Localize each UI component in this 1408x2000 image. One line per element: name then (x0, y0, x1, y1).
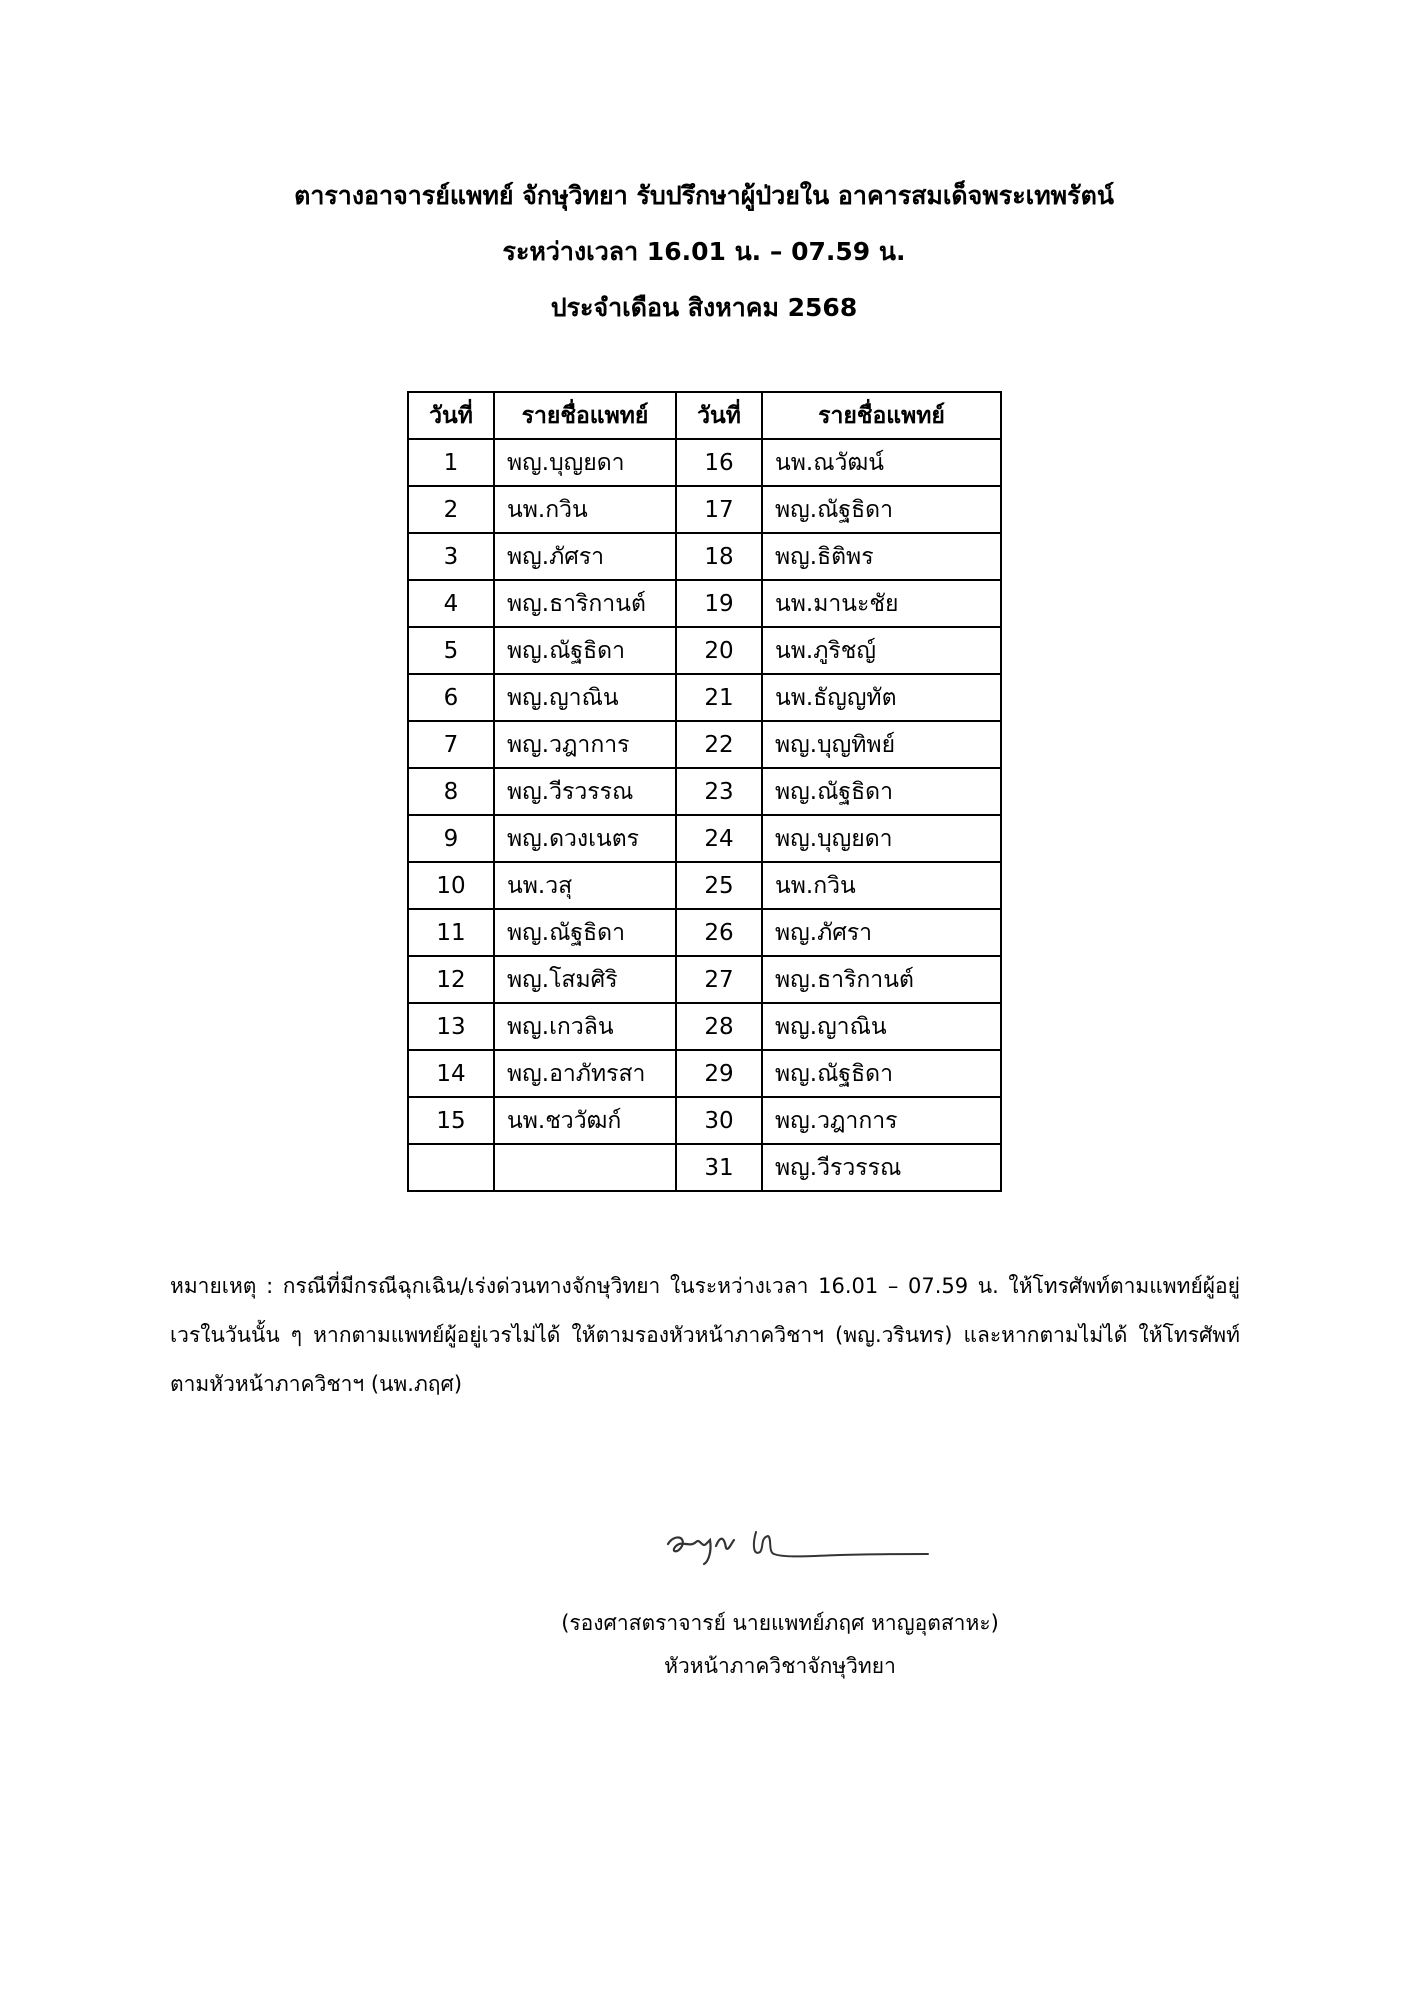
doctor-cell: พญ.ธิติพร (762, 533, 1001, 580)
table-row (408, 486, 1001, 533)
date-cell: 17 (676, 486, 762, 533)
date-cell: 30 (676, 1097, 762, 1144)
document-title (0, 168, 1408, 336)
table-row (408, 533, 1001, 580)
date-cell: 16 (676, 439, 762, 486)
table-row (408, 1144, 1001, 1191)
date-cell: 6 (408, 674, 494, 721)
note-label: หมายเหตุ : (170, 1274, 274, 1298)
doctor-cell: พญ.วีรวรรณ (762, 1144, 1001, 1191)
date-cell: 15 (408, 1097, 494, 1144)
doctor-cell: พญ.บุญยดา (494, 439, 676, 486)
doctor-cell: พญ.ณัฐธิดา (762, 768, 1001, 815)
date-cell: 23 (676, 768, 762, 815)
table-row (408, 956, 1001, 1003)
table-row (408, 768, 1001, 815)
date-cell: 2 (408, 486, 494, 533)
date-cell (408, 1144, 494, 1191)
date-cell: 5 (408, 627, 494, 674)
doctor-cell: พญ.บุญยดา (762, 815, 1001, 862)
title-line-3: ประจำเดือน สิงหาคม 2568 (550, 293, 858, 322)
doctor-cell: นพ.ณวัฒน์ (762, 439, 1001, 486)
doctor-cell: นพ.ชววัฒก์ (494, 1097, 676, 1144)
doctor-cell: พญ.ดวงเนตร (494, 815, 676, 862)
doctor-cell: พญ.วฎาการ (494, 721, 676, 768)
date-cell: 1 (408, 439, 494, 486)
table-row (408, 721, 1001, 768)
date-cell: 4 (408, 580, 494, 627)
date-cell: 11 (408, 909, 494, 956)
title-line-1: ตารางอาจารย์แพทย์ จักษุวิทยา รับปรึกษาผู้ป่วยใน อาคารสมเด็จพระเทพรัตน์ (294, 181, 1114, 210)
signer-name: (รองศาสตราจารย์ นายแพทย์ภฤศ หาญอุตสาหะ) (561, 1611, 999, 1635)
date-cell: 9 (408, 815, 494, 862)
table-row (408, 862, 1001, 909)
doctor-cell: นพ.วสุ (494, 862, 676, 909)
doctor-cell: พญ.ญาณิน (762, 1003, 1001, 1050)
doctor-cell: นพ.มานะชัย (762, 580, 1001, 627)
doctor-cell: พญ.ณัฐธิดา (762, 1050, 1001, 1097)
doctor-cell: พญ.วีรวรรณ (494, 768, 676, 815)
doctor-cell (494, 1144, 676, 1191)
date-cell: 28 (676, 1003, 762, 1050)
table-row (408, 439, 1001, 486)
doctor-cell: พญ.เกวลิน (494, 1003, 676, 1050)
header-date-1: วันที่ (408, 392, 494, 439)
signature-image (660, 1522, 940, 1572)
table-row (408, 815, 1001, 862)
doctor-cell: นพ.กวิน (494, 486, 676, 533)
date-cell: 22 (676, 721, 762, 768)
note-paragraph (170, 1262, 1240, 1409)
date-cell: 24 (676, 815, 762, 862)
date-cell: 26 (676, 909, 762, 956)
date-cell: 10 (408, 862, 494, 909)
doctor-cell: พญ.ธาริกานต์ (762, 956, 1001, 1003)
doctor-cell: พญ.ธาริกานต์ (494, 580, 676, 627)
title-line-2: ระหว่างเวลา 16.01 น. – 07.59 น. (502, 237, 906, 266)
doctor-cell: พญ.ณัฐธิดา (494, 909, 676, 956)
doctor-cell: นพ.ภูริชญ์ (762, 627, 1001, 674)
table-row (408, 674, 1001, 721)
doctor-cell: นพ.กวิน (762, 862, 1001, 909)
doctor-cell: พญ.ณัฐธิดา (494, 627, 676, 674)
date-cell: 13 (408, 1003, 494, 1050)
doctor-cell: พญ.ณัฐธิดา (762, 486, 1001, 533)
date-cell: 27 (676, 956, 762, 1003)
roster-body (408, 439, 1001, 1191)
date-cell: 20 (676, 627, 762, 674)
doctor-cell: พญ.อาภัทรสา (494, 1050, 676, 1097)
table-row (408, 1003, 1001, 1050)
date-cell: 31 (676, 1144, 762, 1191)
signer-position: หัวหน้าภาควิชาจักษุวิทยา (664, 1654, 896, 1678)
table-row (408, 1050, 1001, 1097)
date-cell: 19 (676, 580, 762, 627)
date-cell: 18 (676, 533, 762, 580)
header-doctor-2: รายชื่อแพทย์ (762, 392, 1001, 439)
date-cell: 8 (408, 768, 494, 815)
table-row (408, 1097, 1001, 1144)
date-cell: 25 (676, 862, 762, 909)
doctor-cell: พญ.ญาณิน (494, 674, 676, 721)
doctor-cell: พญ.โสมศิริ (494, 956, 676, 1003)
doctor-cell: นพ.ธัญญทัต (762, 674, 1001, 721)
date-cell: 21 (676, 674, 762, 721)
table-header-row (408, 392, 1001, 439)
date-cell: 7 (408, 721, 494, 768)
note-text: กรณีที่มีกรณีฉุกเฉิน/เร่งด่วนทางจักษุวิทยา ในระหว่างเวลา 16.01 – 07.59 น. ให้โทรศัพท์ตามแพทย์ผู้อยู่เวรในวันนั้น ๆ หากตามแพทย์ผู้อยู่เวรไม่ได้ ให้ตามรองหัวหน้าภาควิชาฯ (พญ.วรินทร) และหากตามไม่ได้ ให้โทรศัพท์ตามหัวหน้าภาควิชาฯ (นพ.ภฤศ) (170, 1274, 1240, 1396)
date-cell: 29 (676, 1050, 762, 1097)
doctor-cell: พญ.ภัศรา (762, 909, 1001, 956)
header-date-2: วันที่ (676, 392, 762, 439)
doctor-cell: พญ.ภัศรา (494, 533, 676, 580)
header-doctor-1: รายชื่อแพทย์ (494, 392, 676, 439)
table-row (408, 580, 1001, 627)
date-cell: 3 (408, 533, 494, 580)
table-row (408, 909, 1001, 956)
date-cell: 14 (408, 1050, 494, 1097)
table-row (408, 627, 1001, 674)
doctor-cell: พญ.วฎาการ (762, 1097, 1001, 1144)
duty-roster-table (407, 391, 1002, 1192)
date-cell: 12 (408, 956, 494, 1003)
doctor-cell: พญ.บุญทิพย์ (762, 721, 1001, 768)
